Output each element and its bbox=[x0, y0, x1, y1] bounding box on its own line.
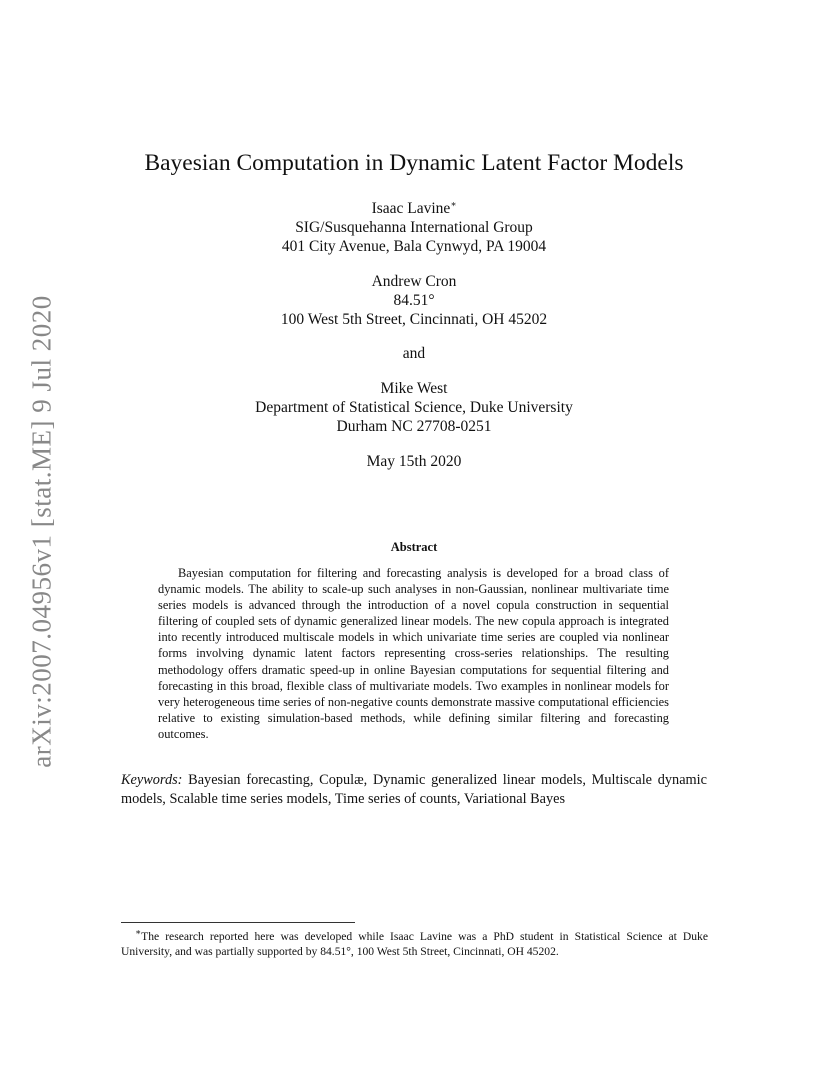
author-name: Mike West bbox=[380, 380, 448, 397]
paper-title: Bayesian Computation in Dynamic Latent Factor Models bbox=[144, 150, 684, 176]
and-separator bbox=[0, 344, 828, 363]
footnote-text: The research reported here was developed while Isaac Lavine was a PhD student in Statistical Science at Duke University, and was partially supported by 84.51°, 100 West 5th Street, Cincinnati, OH 45202. bbox=[121, 930, 708, 959]
arxiv-identifier-stamp bbox=[22, 296, 62, 766]
author-affiliation: Department of Statistical Science, Duke University bbox=[255, 399, 573, 416]
paper-date bbox=[0, 452, 828, 471]
footnote bbox=[121, 929, 708, 960]
abstract-heading: Abstract bbox=[390, 540, 438, 554]
arxiv-identifier-text: arXiv:2007.04956v1 [stat.ME] 9 Jul 2020 bbox=[26, 294, 57, 768]
author-address: Durham NC 27708-0251 bbox=[336, 418, 492, 435]
author-affiliation: 84.51° bbox=[393, 292, 435, 309]
keywords-list: Bayesian forecasting, Copulæ, Dynamic generalized linear models, Multiscale dynamic models, Scalable time series models, Time series of counts, Variational Bayes bbox=[121, 772, 707, 807]
abstract-body: Bayesian computation for filtering and forecasting analysis is developed for a broad class of dynamic models. The ability to scale-up such analyses in non-Gaussian, nonlinear multivariate time series models is advanced through the introduction of a novel copula construction in sequential filtering of coupled sets of dynamic generalized linear models. The new copula approach is integrated into recently introduced multiscale models in which univariate time series are coupled via nonlinear forms involving dynamic latent factors representing cross-series relationships. The resulting methodology offers dramatic speed-up in online Bayesian computations for sequential filtering and forecasting in this broad, flexible class of multivariate models. Two examples in nonlinear models for very heterogeneous time series of non-negative counts demonstrate massive computational efficiencies relative to existing simulation-based methods, while defining similar filtering and forecasting outcomes. bbox=[158, 566, 669, 741]
keywords bbox=[121, 771, 707, 809]
author-block-2 bbox=[0, 272, 828, 329]
author-name: Isaac Lavine∗ bbox=[371, 198, 457, 217]
footnote-marker: ∗ bbox=[135, 927, 142, 938]
footnote-marker: ∗ bbox=[450, 198, 457, 209]
author-affiliation: SIG/Susquehanna International Group bbox=[295, 219, 533, 236]
and-text: and bbox=[402, 345, 426, 362]
author-block-3 bbox=[0, 379, 828, 436]
author-name: Andrew Cron bbox=[371, 273, 457, 290]
author-address: 401 City Avenue, Bala Cynwyd, PA 19004 bbox=[281, 238, 547, 255]
footnote-divider bbox=[121, 922, 355, 923]
author-block-1 bbox=[0, 199, 828, 256]
author-address: 100 West 5th Street, Cincinnati, OH 45202 bbox=[280, 311, 548, 328]
keywords-label: Keywords: bbox=[121, 772, 183, 788]
date-text: May 15th 2020 bbox=[366, 453, 462, 470]
